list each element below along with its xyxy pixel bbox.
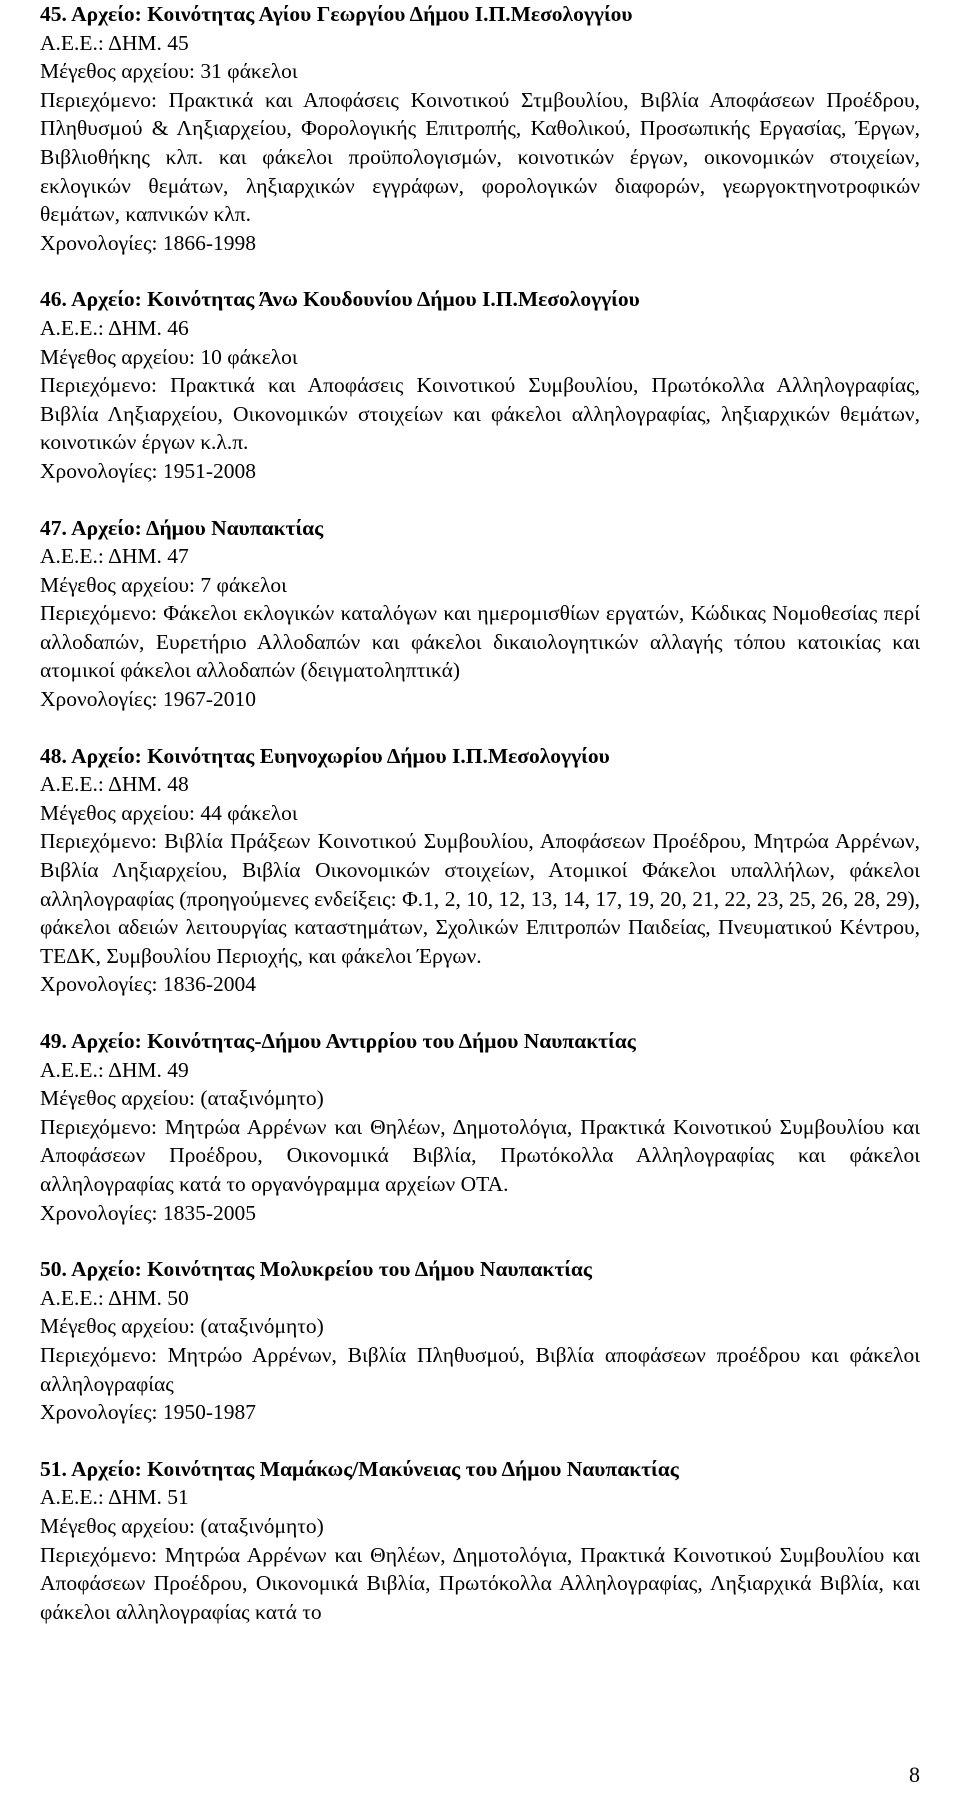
entry-code: Α.Ε.Ε.: ΔΗΜ. 48 — [40, 772, 189, 797]
archive-entry — [40, 1255, 920, 1427]
archive-entry — [40, 514, 920, 714]
entry-size: Μέγεθος αρχείου: 31 φάκελοι — [40, 59, 298, 84]
archive-entry — [40, 0, 920, 257]
entry-size: Μέγεθος αρχείου: (αταξινόμητο) — [40, 1314, 324, 1339]
entry-code: Α.Ε.Ε.: ΔΗΜ. 45 — [40, 30, 189, 55]
entry-dates: Χρονολογίες: 1967-2010 — [40, 687, 256, 712]
entry-content: Περιεχόμενο: Μητρώα Αρρένων και Θηλέων, Δημοτολόγια, Πρακτικά Κοινοτικού Συμβουλίου και Αποφάσεων Προέδρου, Οικονομικά Βιβλία, Πρωτόκολλα Αλληλογραφίας και φάκελοι αλληλογραφίας κατά το οργανόγραμμα αρχείων ΟΤΑ. — [40, 1114, 920, 1196]
archive-entries-list — [40, 0, 920, 1626]
archive-entry — [40, 285, 920, 485]
archive-entry — [40, 742, 920, 999]
entry-size: Μέγεθος αρχείου: (αταξινόμητο) — [40, 1086, 324, 1111]
entry-size: Μέγεθος αρχείου: 44 φάκελοι — [40, 800, 298, 825]
entry-title: 51. Αρχείο: Κοινότητας Μαμάκως/Μακύνειας του Δήμου Ναυπακτίας — [40, 1456, 679, 1481]
entry-dates: Χρονολογίες: 1835-2005 — [40, 1200, 256, 1225]
entry-dates: Χρονολογίες: 1866-1998 — [40, 230, 256, 255]
entry-size: Μέγεθος αρχείου: (αταξινόμητο) — [40, 1513, 324, 1538]
archive-entry — [40, 1455, 920, 1627]
document-page — [40, 0, 920, 1811]
entry-title: 45. Αρχείο: Κοινότητας Αγίου Γεωργίου Δήμου Ι.Π.Μεσολογγίου — [40, 2, 633, 26]
entry-content: Περιεχόμενο: Πρακτικά και Αποφάσεις Κοινοτικού Στμβουλίου, Βιβλία Αποφάσεων Προέδρου, Πληθυσμού & Ληξιαρχείου, Φορολογικής Επιτροπής, Καθολικού, Προσωπικής Εργασίας, Έργων, Βιβλιοθήκης κλπ. και φάκελοι προϋπολογισμών, κοινοτικών έργων, οικονομικών στοιχείων, εκλογικών θεμάτων, ληξιαρχικών εγγράφων, φορολογικών διαφορών, γεωργοκτηνοτροφικών θεμάτων, καπνικών κλπ. — [40, 87, 920, 227]
entry-title: 47. Αρχείο: Δήμου Ναυπακτίας — [40, 515, 324, 540]
entry-content: Περιεχόμενο: Μητρώα Αρρένων και Θηλέων, Δημοτολόγια, Πρακτικά Κοινοτικού Συμβουλίου και Αποφάσεων Προέδρου, Οικονομικά Βιβλία, Πρωτόκολλα Αλληλογραφίας, Ληξιαρχικά Βιβλία, και φάκελοι αλληλογραφίας κατά το — [40, 1542, 920, 1624]
entry-title: 49. Αρχείο: Κοινότητας-Δήμου Αντιρρίου του Δήμου Ναυπακτίας — [40, 1029, 636, 1053]
entry-code: Α.Ε.Ε.: ΔΗΜ. 46 — [40, 315, 189, 340]
archive-entry — [40, 1027, 920, 1227]
page-number: 8 — [909, 1762, 920, 1787]
entry-content: Περιεχόμενο: Μητρώο Αρρένων, Βιβλία Πληθυσμού, Βιβλία αποφάσεων προέδρου και φάκελοι αλληλογραφίας — [40, 1342, 920, 1396]
entry-dates: Χρονολογίες: 1836-2004 — [40, 972, 256, 997]
entry-title: 50. Αρχείο: Κοινότητας Μολυκρείου του Δήμου Ναυπακτίας — [40, 1257, 592, 1282]
entry-dates: Χρονολογίες: 1951-2008 — [40, 458, 256, 483]
entry-size: Μέγεθος αρχείου: 7 φάκελοι — [40, 572, 287, 597]
entry-dates: Χρονολογίες: 1950-1987 — [40, 1400, 256, 1425]
entry-content: Περιεχόμενο: Πρακτικά και Αποφάσεις Κοινοτικού Συμβουλίου, Πρωτόκολλα Αλληλογραφίας, Βιβλία Ληξιαρχείου, Οικονομικών στοιχείων και φάκελοι αλληλογραφίας, ληξιαρχικών θεμάτων, κοινοτικών έργων κ.λ.π. — [40, 373, 920, 455]
entry-title: 46. Αρχείο: Κοινότητας Άνω Κουδουνίου Δήμου Ι.Π.Μεσολογγίου — [40, 287, 640, 312]
entry-code: Α.Ε.Ε.: ΔΗΜ. 50 — [40, 1285, 189, 1310]
entry-content: Περιεχόμενο: Φάκελοι εκλογικών καταλόγων και ημερομισθίων εργατών, Κώδικας Νομοθεσίας περί αλλοδαπών, Ευρετήριο Αλλοδαπών και φάκελοι δικαιολογητικών αλλαγής τόπου κατοικίας και ατομικοί φάκελοι αλλοδαπών (δειγματοληπτικά) — [40, 601, 920, 683]
entry-code: Α.Ε.Ε.: ΔΗΜ. 47 — [40, 544, 189, 569]
entry-code: Α.Ε.Ε.: ΔΗΜ. 49 — [40, 1057, 189, 1082]
entry-code: Α.Ε.Ε.: ΔΗΜ. 51 — [40, 1485, 189, 1510]
entry-size: Μέγεθος αρχείου: 10 φάκελοι — [40, 344, 298, 369]
entry-content: Περιεχόμενο: Βιβλία Πράξεων Κοινοτικού Συμβουλίου, Αποφάσεων Προέδρου, Μητρώα Αρρένων, Βιβλία Ληξιαρχείου, Βιβλία Οικονομικών στοιχείων, Ατομικοί Φάκελοι υπαλλήλων, φάκελοι αλληλογραφίας (προηγούμενες ενδείξεις: Φ.1, 2, 10, 12, 13, 14, 17, 19, 20, 21, 22, 23, 25, 26, 28, 29), φάκελοι αδειών λειτουργίας καταστημάτων, Σχολικών Επιτροπών Παιδείας, Πνευματικού Κέντρου, ΤΕΔΚ, Συμβουλίου Περιοχής, και φάκελοι Έργων. — [40, 829, 920, 968]
entry-title: 48. Αρχείο: Κοινότητας Ευηνοχωρίου Δήμου Ι.Π.Μεσολογγίου — [40, 743, 610, 768]
